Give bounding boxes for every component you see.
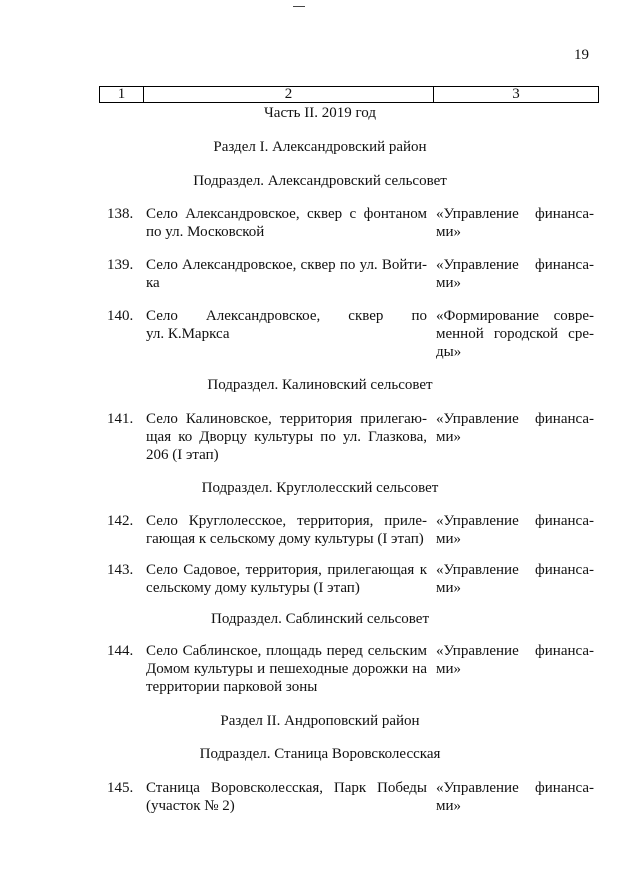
page-number: 19 [574, 47, 589, 63]
item-number: 141. [107, 411, 134, 427]
part-title: Часть II. 2019 год [264, 105, 376, 121]
item-number: 144. [107, 643, 134, 659]
column-3-header: 3 [512, 86, 520, 102]
item-description: Станица Воровсколесская, Парк Победы (участок № 2) [146, 780, 427, 814]
item-description: Село Александровское, сквер с фонтаном по ул. Московской [146, 206, 427, 240]
item-description: Село Садовое, территория, прилегающая к сельскому дому культуры (I этап) [146, 562, 427, 596]
top-mark [293, 6, 305, 7]
column-1-header: 1 [100, 87, 144, 102]
column-header-table [99, 86, 599, 103]
item-responsible: «Управление финанса- ми» [436, 206, 594, 240]
column-2-header: 2 [144, 87, 434, 102]
item-description: Село Александровское, сквер по ул. К.Маркса [146, 308, 427, 342]
item-responsible: «Управление финанса- ми» [436, 513, 594, 547]
subsection-heading-vorovskoles: Подраздел. Станица Воровсколесская [199, 746, 441, 762]
section-heading-2: Раздел II. Андроповский район [220, 713, 420, 729]
item-number: 143. [107, 562, 134, 578]
item-description: Село Калиновское, территория прилегаю- щая ко Дворцу культуры по ул. Глазкова, 206 (I этап) [146, 411, 427, 463]
item-responsible: «Управление финанса- ми» [436, 780, 594, 814]
subsection-heading-krugloles: Подраздел. Круглолесский сельсовет [201, 480, 439, 496]
item-number: 138. [107, 206, 134, 222]
item-description: Село Круглолесское, территория, приле- гающая к сельскому дому культуры (I этап) [146, 513, 427, 547]
item-description: Село Саблинское, площадь перед сельским Домом культуры и пешеходные дорожки на территории парковой зоны [146, 643, 427, 695]
item-responsible: «Управление финанса- ми» [436, 411, 594, 445]
item-responsible: «Управление финанса- ми» [436, 562, 594, 596]
item-responsible: «Управление финанса- ми» [436, 643, 594, 677]
item-responsible: «Формирование совре- менной городской сре- ды» [436, 308, 594, 360]
item-number: 139. [107, 257, 134, 273]
subsection-heading-sablinsky: Подраздел. Саблинский сельсовет [210, 611, 430, 627]
item-description: Село Александровское, сквер по ул. Войти- ка [146, 257, 427, 291]
subsection-heading-kalinovsky: Подраздел. Калиновский сельсовет [207, 377, 433, 393]
item-number: 145. [107, 780, 134, 796]
subsection-heading-alexandrovsky: Подраздел. Александровский сельсовет [193, 173, 447, 189]
item-number: 142. [107, 513, 134, 529]
item-responsible: «Управление финанса- ми» [436, 257, 594, 291]
item-number: 140. [107, 308, 134, 324]
section-heading-1: Раздел I. Александровский район [213, 139, 427, 155]
